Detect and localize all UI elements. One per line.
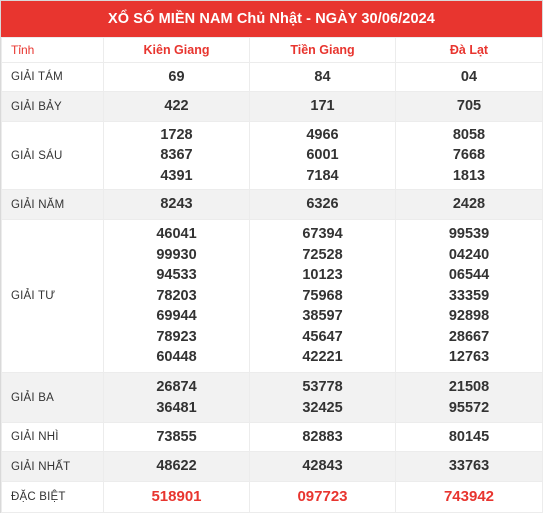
prize-cell-tien-giang — [250, 63, 396, 92]
prize-cell-tien-giang — [250, 220, 396, 373]
prize-number: 8243 — [160, 196, 193, 213]
prize-number: 04 — [460, 68, 478, 85]
prize-number: 7668 — [452, 147, 486, 164]
prize-label: GIẢI BA — [2, 373, 104, 423]
prize-number: 33763 — [448, 458, 490, 475]
results-title: XỔ SỐ MIỀN NAM Chủ Nhật - NGÀY 30/06/2024 — [1, 1, 542, 37]
prize-number: 04240 — [448, 246, 490, 263]
prize-label: GIẢI NHẤT — [2, 452, 104, 482]
prize-row-giai-tu — [2, 220, 543, 373]
table-header-row — [2, 38, 543, 63]
prize-label: GIẢI NĂM — [2, 190, 104, 220]
prize-number: 097723 — [297, 487, 348, 505]
prize-number: 10123 — [302, 267, 343, 284]
prize-number: 705 — [456, 98, 482, 115]
prize-number: 8367 — [160, 147, 193, 164]
prize-number: 36481 — [156, 399, 197, 416]
prize-cell-da-lat — [396, 452, 543, 482]
prize-number: 28667 — [448, 328, 490, 345]
prize-cell-da-lat — [396, 220, 543, 373]
prize-row-giai-bay — [2, 92, 543, 122]
prize-number: 171 — [310, 98, 335, 115]
prize-number: 42843 — [302, 458, 343, 475]
prize-number: 92898 — [448, 308, 490, 325]
prize-number: 84 — [314, 68, 331, 85]
prize-number: 32425 — [302, 399, 343, 416]
prize-number: 99539 — [448, 226, 490, 243]
prize-number: 60448 — [156, 349, 197, 366]
prize-number: 69944 — [156, 308, 197, 325]
prize-number: 46041 — [156, 226, 197, 243]
prize-label: GIẢI TÁM — [2, 63, 104, 92]
province-column-label: Tỉnh — [2, 38, 104, 63]
prize-number: 99930 — [156, 246, 197, 263]
prize-label: GIẢI NHÌ — [2, 423, 104, 452]
prize-number: 743942 — [443, 487, 495, 505]
prize-row-dac-biet — [2, 482, 543, 513]
province-da-lat[interactable]: Đà Lạt — [396, 38, 543, 63]
prize-number: 12763 — [448, 349, 490, 366]
prize-row-giai-ba — [2, 373, 543, 423]
prize-cell-kien-giang — [104, 122, 250, 190]
prize-cell-kien-giang — [104, 92, 250, 122]
prize-label: GIẢI TƯ — [2, 220, 104, 373]
results-table — [1, 37, 543, 513]
prize-number: 73855 — [156, 428, 197, 445]
prize-number: 1813 — [452, 167, 486, 184]
prize-row-giai-tam — [2, 63, 543, 92]
prize-label: GIẢI SÁU — [2, 122, 104, 190]
prize-cell-kien-giang — [104, 63, 250, 92]
prize-number: 45647 — [302, 328, 343, 345]
prize-number: 4391 — [160, 167, 193, 184]
prize-cell-da-lat — [396, 92, 543, 122]
prize-number: 78923 — [156, 328, 197, 345]
prize-label: ĐẶC BIỆT — [2, 482, 104, 513]
prize-number: 69 — [168, 68, 185, 85]
prize-row-giai-nhat — [2, 452, 543, 482]
prize-number: 78203 — [156, 287, 197, 304]
prize-row-giai-sau — [2, 122, 543, 190]
prize-number: 4966 — [306, 126, 339, 143]
prize-cell-da-lat — [396, 190, 543, 220]
prize-cell-kien-giang — [104, 452, 250, 482]
prize-number: 518901 — [151, 487, 202, 505]
prize-number: 72528 — [302, 246, 343, 263]
prize-number: 42221 — [302, 349, 343, 366]
prize-cell-kien-giang — [104, 482, 250, 513]
prize-cell-tien-giang — [250, 482, 396, 513]
prize-number: 26874 — [156, 379, 197, 395]
prize-cell-tien-giang — [250, 423, 396, 452]
prize-number: 6326 — [306, 196, 339, 213]
prize-cell-tien-giang — [250, 373, 396, 423]
prize-cell-kien-giang — [104, 190, 250, 220]
prize-number: 75968 — [302, 287, 343, 304]
prize-number: 67394 — [302, 226, 343, 243]
prize-cell-kien-giang — [104, 220, 250, 373]
prize-number: 82883 — [302, 428, 343, 445]
prize-cell-da-lat — [396, 373, 543, 423]
prize-number: 422 — [164, 98, 189, 115]
prize-number: 06544 — [448, 267, 490, 284]
prize-cell-da-lat — [396, 122, 543, 190]
prize-cell-da-lat — [396, 63, 543, 92]
province-tien-giang[interactable]: Tiền Giang — [250, 38, 396, 63]
prize-cell-tien-giang — [250, 92, 396, 122]
prize-cell-kien-giang — [104, 373, 250, 423]
prize-number: 95572 — [448, 399, 490, 416]
prize-number: 80145 — [448, 428, 490, 445]
prize-cell-tien-giang — [250, 122, 396, 190]
prize-row-giai-nhi — [2, 423, 543, 452]
prize-number: 6001 — [306, 147, 339, 164]
prize-cell-da-lat — [396, 482, 543, 513]
prize-number: 7184 — [306, 167, 339, 184]
prize-number: 2428 — [452, 196, 486, 213]
prize-number: 48622 — [156, 458, 197, 475]
prize-number: 33359 — [448, 287, 490, 304]
prize-number: 38597 — [302, 308, 343, 325]
prize-rows — [2, 63, 543, 513]
prize-row-giai-nam — [2, 190, 543, 220]
prize-number: 1728 — [160, 126, 193, 143]
prize-number: 21508 — [448, 379, 490, 395]
prize-number: 94533 — [156, 267, 197, 284]
prize-cell-tien-giang — [250, 190, 396, 220]
prize-number: 53778 — [302, 379, 343, 395]
prize-cell-da-lat — [396, 423, 543, 452]
prize-label: GIẢI BẢY — [2, 92, 104, 122]
prize-cell-kien-giang — [104, 423, 250, 452]
prize-number: 8058 — [452, 126, 486, 143]
province-kien-giang[interactable]: Kiên Giang — [104, 38, 250, 63]
prize-cell-tien-giang — [250, 452, 396, 482]
